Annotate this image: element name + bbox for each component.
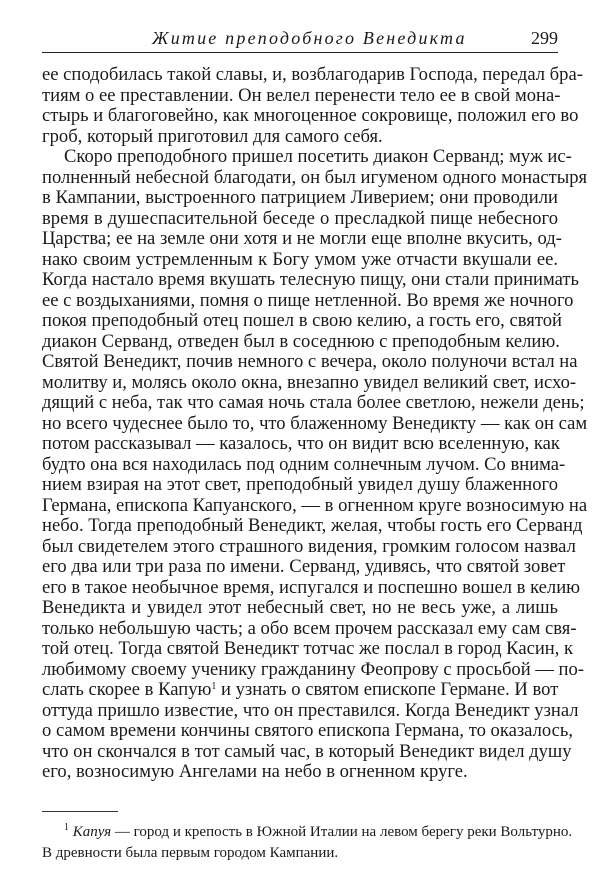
footnote-reference[interactable]: 1	[211, 681, 217, 692]
line-text: полненный небесной благодати, он был игуменом одного монастыря	[42, 166, 588, 188]
line-text: нако своим устремленным к Богу умом уже отчасти вкушали ее.	[42, 248, 558, 270]
line-text: тиям о ее преставлении. Он велел перенести тело ее в свой мона-	[42, 84, 561, 106]
footnote-term: Капуя	[72, 824, 112, 840]
line-text: ее с воздыханиями, помня о пище нетленной. Во время же ночного	[42, 289, 574, 311]
text-line	[42, 556, 566, 578]
line-text: только небольшую часть; а обо всем прочем рассказал ему сам свя-	[42, 617, 577, 639]
line-text: время в душеспасительной беседе о пресладкой пище небесного	[42, 207, 558, 229]
line-text: был свидетелем этого страшного видения, громким голосом назвал	[42, 535, 576, 557]
line-text: будто она вся находилась под одним солнечным лучом. Со внима-	[42, 453, 566, 475]
text-line	[42, 166, 588, 189]
line-text: ее сподобилась такой славы, и, возблагодарив Господа, передал бра-	[42, 64, 583, 85]
line-text: потом рассказывал — казалось, что он видит всю вселенную, как	[42, 433, 560, 454]
text-line	[42, 720, 574, 742]
text-line	[42, 289, 574, 312]
footnote-marker: 1	[64, 822, 69, 833]
page-number: 299	[531, 28, 558, 48]
text-line	[42, 64, 583, 86]
text-line	[42, 762, 558, 783]
text-line	[42, 228, 562, 250]
body-text	[42, 64, 588, 783]
text-line	[42, 475, 558, 496]
text-line	[42, 209, 558, 230]
line-text: его в такое необычное время, испугался и поспешно вошел в келию	[42, 576, 581, 598]
line-text: диакон Серванд, отведен был в соседнюю с преподобным келию.	[42, 330, 560, 352]
line-text: о самом времени кончины святого епископа Германа, то оказалось,	[42, 720, 574, 741]
footnote	[42, 822, 573, 864]
text-line	[42, 412, 588, 435]
text-line	[42, 494, 588, 517]
text-line	[42, 658, 584, 681]
text-line	[42, 392, 585, 414]
line-text: любимому своему ученику гражданину Феопрову с просьбой — по-	[42, 658, 584, 680]
text-line	[42, 680, 558, 701]
line-text: оттуда пришло известие, что он преставился. Когда Венедикт узнал	[42, 699, 579, 721]
line-text: Германа, епископа Капуанского, — в огненном круге возносимую на	[42, 494, 588, 516]
line-text: но всего чудеснее было то, что блаженному Венедикту — как он сам	[42, 412, 588, 434]
text-line	[42, 269, 579, 291]
line-text: небо. Тогда преподобный Венедикт, желая, чтобы гость его Серванд	[42, 515, 583, 536]
line-text: Скоро преподобного пришел посетить диакон Серванд; муж ис-	[64, 146, 572, 167]
text-line	[42, 250, 558, 271]
line-text: в Кампании, выстроенного патрицием Ливерием; они проводили	[42, 187, 558, 208]
text-line	[42, 453, 566, 476]
text-line	[42, 351, 578, 373]
text-line	[42, 188, 558, 209]
line-text: Венедикта и увидел этот небесный свет, но не весь уже, а лишь	[42, 597, 558, 618]
line-text: покоя преподобный отец пошел в свою келию, а гость его, святой	[42, 310, 562, 331]
text-line	[42, 740, 572, 763]
text-line	[42, 84, 561, 107]
line-text: нием взирая на этот свет, преподобный увидел душу блаженного	[42, 474, 558, 495]
line-text: и узнать о святом епископе Германе. И вот	[216, 679, 559, 700]
text-line	[42, 598, 558, 619]
line-text: Когда настало время вкушать телесную пищу, они стали принимать	[42, 269, 579, 290]
line-text: Святой Венедикт, почив немного с вечера, около полуночи встал на	[42, 351, 578, 372]
footnote-line	[42, 822, 573, 843]
text-line	[42, 332, 558, 353]
text-line	[42, 371, 577, 394]
text-line	[42, 638, 574, 660]
line-text: той отец. Тогда святой Венедикт тотчас же послал в город Касин, к	[42, 638, 574, 659]
line-text: слать скорее в Капую	[42, 679, 212, 700]
footnote-line: В древности была первым городом Кампании.	[42, 845, 339, 861]
footnote-divider	[42, 811, 118, 812]
text-line	[42, 576, 581, 599]
footnote-text: — город и крепость в Южной Италии на левом берегу реки Вольтурно.	[111, 824, 573, 840]
line-text: его два или три раза по имени. Серванд, удивясь, что святой зовет	[42, 556, 566, 577]
text-line	[42, 146, 572, 168]
text-line	[42, 434, 558, 455]
line-text: гроб, который приготовил для самого себя.	[42, 125, 383, 147]
line-text: Царства; ее на земле они хотя и не могли еще вполне вкусить, од-	[42, 228, 562, 249]
text-line	[42, 127, 558, 148]
text-line	[42, 617, 577, 640]
line-text: что он скончался в тот самый час, в который Венедикт видел душу	[42, 740, 572, 762]
running-title: Житие преподобного Венедикта	[152, 28, 467, 48]
line-text: молитву и, молясь около окна, внезапно увидел великий свет, исхо-	[42, 371, 577, 393]
text-line	[42, 105, 579, 127]
running-header	[42, 24, 558, 53]
line-text: его, возносимую Ангелами на небо в огненном круге.	[42, 761, 468, 782]
text-line	[42, 535, 576, 558]
text-line	[42, 310, 562, 332]
text-line	[42, 699, 579, 722]
line-text: дящий с неба, так что самая ночь стала более светлою, нежели день;	[42, 392, 585, 413]
line-text: стырь и благоговейно, как многоценное сокровище, положил его во	[42, 105, 579, 126]
text-line	[42, 515, 583, 537]
